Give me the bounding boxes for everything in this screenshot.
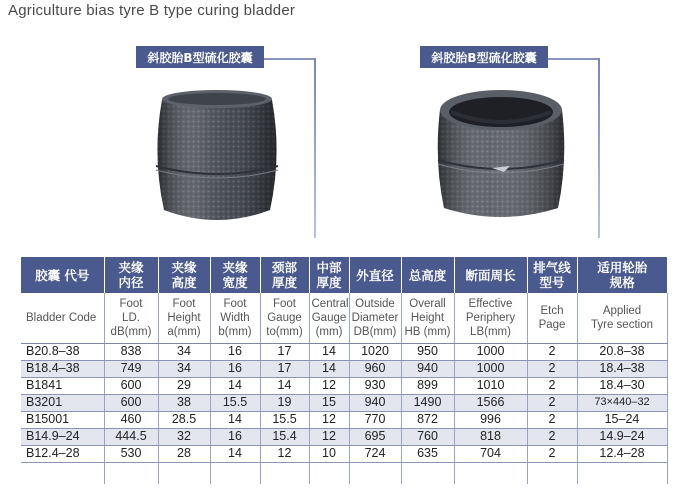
table-row <box>21 360 667 377</box>
curing-bladder-image-left <box>142 80 292 240</box>
table-cell: 14 <box>309 343 349 360</box>
table-row <box>21 411 667 428</box>
table-cell: 600 <box>104 377 158 394</box>
product-label-right: 斜胶胎B型硫化胶囊 <box>420 46 548 68</box>
curing-bladder-image-right <box>426 80 576 240</box>
table-cell: 2 <box>527 445 577 462</box>
header-cn: 适用轮胎 规格 <box>577 257 667 293</box>
table-cell: B3201 <box>21 394 104 411</box>
table-cell: 950 <box>401 343 454 360</box>
header-cn: 夹缘 宽度 <box>210 257 260 293</box>
header-en: Etch Page <box>527 293 577 343</box>
table-cell: 940 <box>401 360 454 377</box>
table-cell: 600 <box>104 394 158 411</box>
table-cell: 14 <box>210 411 260 428</box>
table-cell: 2 <box>527 394 577 411</box>
table-cell <box>260 462 309 484</box>
table-cell: 12 <box>309 377 349 394</box>
header-cn: 夹缘 内径 <box>104 257 158 293</box>
table-cell: B18.4–38 <box>21 360 104 377</box>
table-cell: 15.4 <box>260 428 309 445</box>
table-cell: 1000 <box>454 360 527 377</box>
header-cn: 夹缘 高度 <box>158 257 210 293</box>
table-cell: 34 <box>158 360 210 377</box>
header-en: Overall Height HB (mm) <box>401 293 454 343</box>
table-cell: 19 <box>260 394 309 411</box>
table-cell: 899 <box>401 377 454 394</box>
table-cell: 17 <box>260 343 309 360</box>
table-cell <box>454 462 527 484</box>
header-cn: 外直径 <box>349 257 401 293</box>
table-cell: 1020 <box>349 343 401 360</box>
header-en: Effective Periphery LB(mm) <box>454 293 527 343</box>
header-en: Outside Diameter DB(mm) <box>349 293 401 343</box>
header-cn: 总高度 <box>401 257 454 293</box>
table-cell: 2 <box>527 360 577 377</box>
table-cell: 14 <box>210 377 260 394</box>
table-cell: 996 <box>454 411 527 428</box>
table-cell: 2 <box>527 343 577 360</box>
header-cn: 中部 厚度 <box>309 257 349 293</box>
product-label-left: 斜胶胎B型硫化胶囊 <box>136 46 264 68</box>
header-cn: 颈部 厚度 <box>260 257 309 293</box>
table-cell: 16 <box>210 360 260 377</box>
product-card-left <box>136 46 316 246</box>
table-row-empty <box>21 462 667 484</box>
table-cell: 18.4–38 <box>577 360 667 377</box>
table-row <box>21 377 667 394</box>
table-cell: 2 <box>527 428 577 445</box>
table-cell <box>577 462 667 484</box>
table-cell <box>309 462 349 484</box>
header-en: Foot Gauge to(mm) <box>260 293 309 343</box>
table-cell: 38 <box>158 394 210 411</box>
table-cell: 12 <box>309 428 349 445</box>
product-card-right <box>420 46 600 246</box>
table-cell: 818 <box>454 428 527 445</box>
table-cell: 530 <box>104 445 158 462</box>
table-row <box>21 428 667 445</box>
table-cell <box>158 462 210 484</box>
table-cell <box>527 462 577 484</box>
table-cell: 2 <box>527 377 577 394</box>
table-cell <box>104 462 158 484</box>
table-cell: 14.9–24 <box>577 428 667 445</box>
table-cell: B15001 <box>21 411 104 428</box>
table-cell: 12.4–28 <box>577 445 667 462</box>
table-cell: 940 <box>349 394 401 411</box>
table-cell: 14 <box>210 445 260 462</box>
table-row <box>21 343 667 360</box>
header-en: Applied Tyre section <box>577 293 667 343</box>
header-cn: 胶囊 代号 <box>21 257 104 293</box>
table-cell: 15.5 <box>260 411 309 428</box>
header-cn: 排气线 型号 <box>527 257 577 293</box>
table-cell: 872 <box>401 411 454 428</box>
table-cell: 28.5 <box>158 411 210 428</box>
table-cell: 2 <box>527 411 577 428</box>
table-cell: 12 <box>309 411 349 428</box>
table-cell: 17 <box>260 360 309 377</box>
table-cell: 960 <box>349 360 401 377</box>
table-cell: B12.4–28 <box>21 445 104 462</box>
table-cell: 444.5 <box>104 428 158 445</box>
table-cell: 18.4–30 <box>577 377 667 394</box>
table-cell: 15 <box>309 394 349 411</box>
table-cell: 34 <box>158 343 210 360</box>
header-en: Foot LD. dB(mm) <box>104 293 158 343</box>
table-cell: 73×440–32 <box>577 394 667 411</box>
header-cn: 断面周长 <box>454 257 527 293</box>
table-cell: 749 <box>104 360 158 377</box>
table-cell: 1566 <box>454 394 527 411</box>
table-cell: 838 <box>104 343 158 360</box>
table-cell <box>349 462 401 484</box>
table-header-cn <box>21 257 667 293</box>
table-cell: 32 <box>158 428 210 445</box>
table-cell: 635 <box>401 445 454 462</box>
table-cell: 14 <box>260 377 309 394</box>
table-cell: 770 <box>349 411 401 428</box>
table-cell: 930 <box>349 377 401 394</box>
page-title: Agriculture bias tyre B type curing bladder <box>8 2 296 19</box>
table-cell: 1490 <box>401 394 454 411</box>
table-cell: 20.8–38 <box>577 343 667 360</box>
table-cell: 28 <box>158 445 210 462</box>
table-cell <box>210 462 260 484</box>
table-cell: 760 <box>401 428 454 445</box>
table-cell: 16 <box>210 428 260 445</box>
header-en: Foot Height a(mm) <box>158 293 210 343</box>
header-en: Foot Width b(mm) <box>210 293 260 343</box>
table-cell: 16 <box>210 343 260 360</box>
table-header-en <box>21 293 667 343</box>
table-cell <box>401 462 454 484</box>
header-en: Central Gauge (mm) <box>309 293 349 343</box>
table-row <box>21 445 667 462</box>
table-cell: B14.9–24 <box>21 428 104 445</box>
table-cell: B1841 <box>21 377 104 394</box>
table-cell: 724 <box>349 445 401 462</box>
table-cell: 704 <box>454 445 527 462</box>
table-cell <box>21 462 104 484</box>
header-en: Bladder Code <box>21 293 104 343</box>
table-cell: 29 <box>158 377 210 394</box>
table-cell: 15–24 <box>577 411 667 428</box>
bladder-spec-table <box>21 257 668 484</box>
table-cell: 695 <box>349 428 401 445</box>
table-cell: 10 <box>309 445 349 462</box>
table-cell: 14 <box>309 360 349 377</box>
table-cell: 12 <box>260 445 309 462</box>
table-cell: 15.5 <box>210 394 260 411</box>
table-cell: 1000 <box>454 343 527 360</box>
table-cell: 460 <box>104 411 158 428</box>
table-row <box>21 394 667 411</box>
table-cell: 1010 <box>454 377 527 394</box>
table-cell: B20.8–38 <box>21 343 104 360</box>
